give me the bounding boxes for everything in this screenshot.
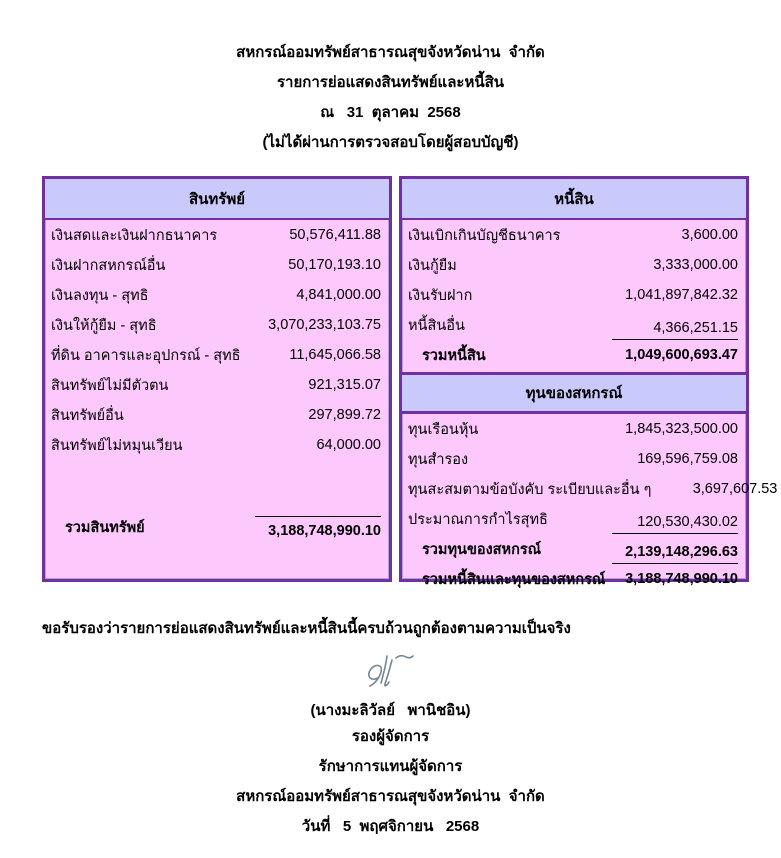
total-label: รวมหนี้สินและทุนของสหกรณ์: [422, 571, 606, 588]
row-label: เงินลงทุน - สุทธิ: [51, 287, 149, 304]
row-label: ที่ดิน อาคารและอุปกรณ์ - สุทธิ: [51, 347, 241, 364]
row-value: 3,333,000.00: [653, 257, 738, 273]
report-title: รายการย่อแสดงสินทรัพย์และหนี้สิน: [276, 74, 504, 91]
row-value: 4,841,000.00: [296, 287, 381, 303]
row-value: 3,600.00: [681, 227, 738, 243]
row-label: เงินสดและเงินฝากธนาคาร: [51, 227, 218, 244]
row-label: ทุนสำรอง: [408, 451, 469, 468]
total-label: รวมทุนของสหกรณ์: [422, 541, 542, 558]
table-row: [402, 220, 746, 250]
row-value: 921,315.07: [308, 377, 381, 393]
row-label: เงินกู้ยืม: [408, 257, 457, 274]
capital-section-header: ทุนของสหกรณ์: [402, 372, 746, 414]
row-label: เงินให้กู้ยืม - สุทธิ: [51, 317, 157, 334]
total-value: 3,188,748,990.10: [625, 571, 738, 587]
document-header: [0, 0, 781, 158]
row-label: หนี้สินอื่น: [408, 317, 465, 334]
liabilities-table-header: หนี้สิน: [402, 179, 746, 220]
row-label: เงินรับฝาก: [408, 287, 473, 304]
table-row: [402, 444, 746, 474]
row-label: เงินเบิกเกินบัญชีธนาคาร: [408, 227, 561, 244]
row-label: สินทรัพย์ไม่หมุนเวียน: [51, 437, 183, 454]
certification-statement: ขอรับรองว่ารายการย่อแสดงสินทรัพย์และหนี้สินนี้ครบถ้วนถูกต้องตามความเป็นจริง: [42, 620, 571, 637]
org-name: สหกรณ์ออมทรัพย์สาธารณสุขจังหวัดน่าน จำกัด: [236, 44, 545, 61]
row-value: 64,000.00: [316, 437, 381, 453]
row-label: สินทรัพย์อื่น: [51, 407, 124, 424]
capital-total-row: [402, 534, 746, 564]
table-row: [402, 414, 746, 444]
table-row: [45, 310, 389, 340]
grand-total-row: [402, 564, 746, 594]
liabilities-total-row: [402, 340, 746, 370]
table-row: [45, 370, 389, 400]
unaudited-note: (ไม่ได้ผ่านการตรวจสอบโดยผู้สอบบัญชี): [262, 134, 519, 151]
liabilities-table: [399, 176, 778, 588]
row-value: 120,530,430.02: [612, 514, 738, 534]
row-value: 11,645,066.58: [289, 347, 381, 363]
org-name-footer: สหกรณ์ออมทรัพย์สาธารณสุขจังหวัดน่าน จำกัด: [236, 788, 545, 805]
assets-table-header: สินทรัพย์: [45, 179, 389, 220]
signer-position: รองผู้จัดการ: [351, 728, 430, 745]
row-value: 1,845,323,500.00: [625, 421, 738, 437]
row-value: 3,697,607.53: [692, 481, 778, 497]
total-value: 3,188,748,990.10: [255, 516, 381, 539]
table-row: [402, 474, 778, 504]
table-row: [45, 220, 389, 250]
row-label: ทุนสะสมตามข้อบังคับ ระเบียบและอื่น ๆ: [408, 481, 652, 498]
row-label: สินทรัพย์ไม่มีตัวตน: [51, 377, 169, 394]
table-row: [45, 340, 389, 370]
row-label: ทุนเรือนหุ้น: [408, 421, 479, 438]
row-value: 169,596,759.08: [637, 451, 738, 467]
acting-position: รักษาการแทนผู้จัดการ: [318, 758, 463, 775]
row-value: 50,576,411.88: [289, 227, 381, 243]
total-value: 1,049,600,693.47: [625, 347, 738, 363]
row-value: 1,041,897,842.32: [625, 287, 738, 303]
balance-tables: [42, 176, 778, 588]
total-label: รวมสินทรัพย์: [65, 519, 145, 536]
row-label: ประมาณการกำไรสุทธิ: [408, 511, 548, 528]
table-row: [45, 250, 389, 280]
table-row: [45, 430, 389, 460]
document-date: วันที่ 5 พฤศจิกายน 2568: [301, 818, 480, 835]
row-value: 297,899.72: [308, 407, 381, 423]
table-row: [402, 310, 746, 340]
signature-block: [0, 648, 781, 722]
table-spacer: [45, 460, 389, 507]
row-value: 4,366,251.15: [612, 320, 738, 340]
table-row: [402, 280, 746, 310]
signer-name: (นางมะลิวัลย์ พานิชอิน): [310, 702, 471, 719]
total-label: รวมหนี้สิน: [422, 347, 486, 364]
report-date: ณ 31 ตุลาคม 2568: [320, 104, 461, 121]
assets-table: [42, 176, 392, 582]
table-bottom-padding: [45, 547, 389, 579]
row-value: 50,170,193.10: [288, 257, 381, 273]
assets-total-row: [45, 507, 389, 547]
table-row: [402, 504, 746, 534]
table-row: [45, 400, 389, 430]
total-value: 2,139,148,296.63: [612, 544, 738, 564]
row-value: 3,070,233,103.75: [268, 317, 381, 333]
table-row: [402, 250, 746, 280]
row-label: เงินฝากสหกรณ์อื่น: [51, 257, 166, 274]
signature-scribble: [356, 648, 426, 694]
table-row: [45, 280, 389, 310]
